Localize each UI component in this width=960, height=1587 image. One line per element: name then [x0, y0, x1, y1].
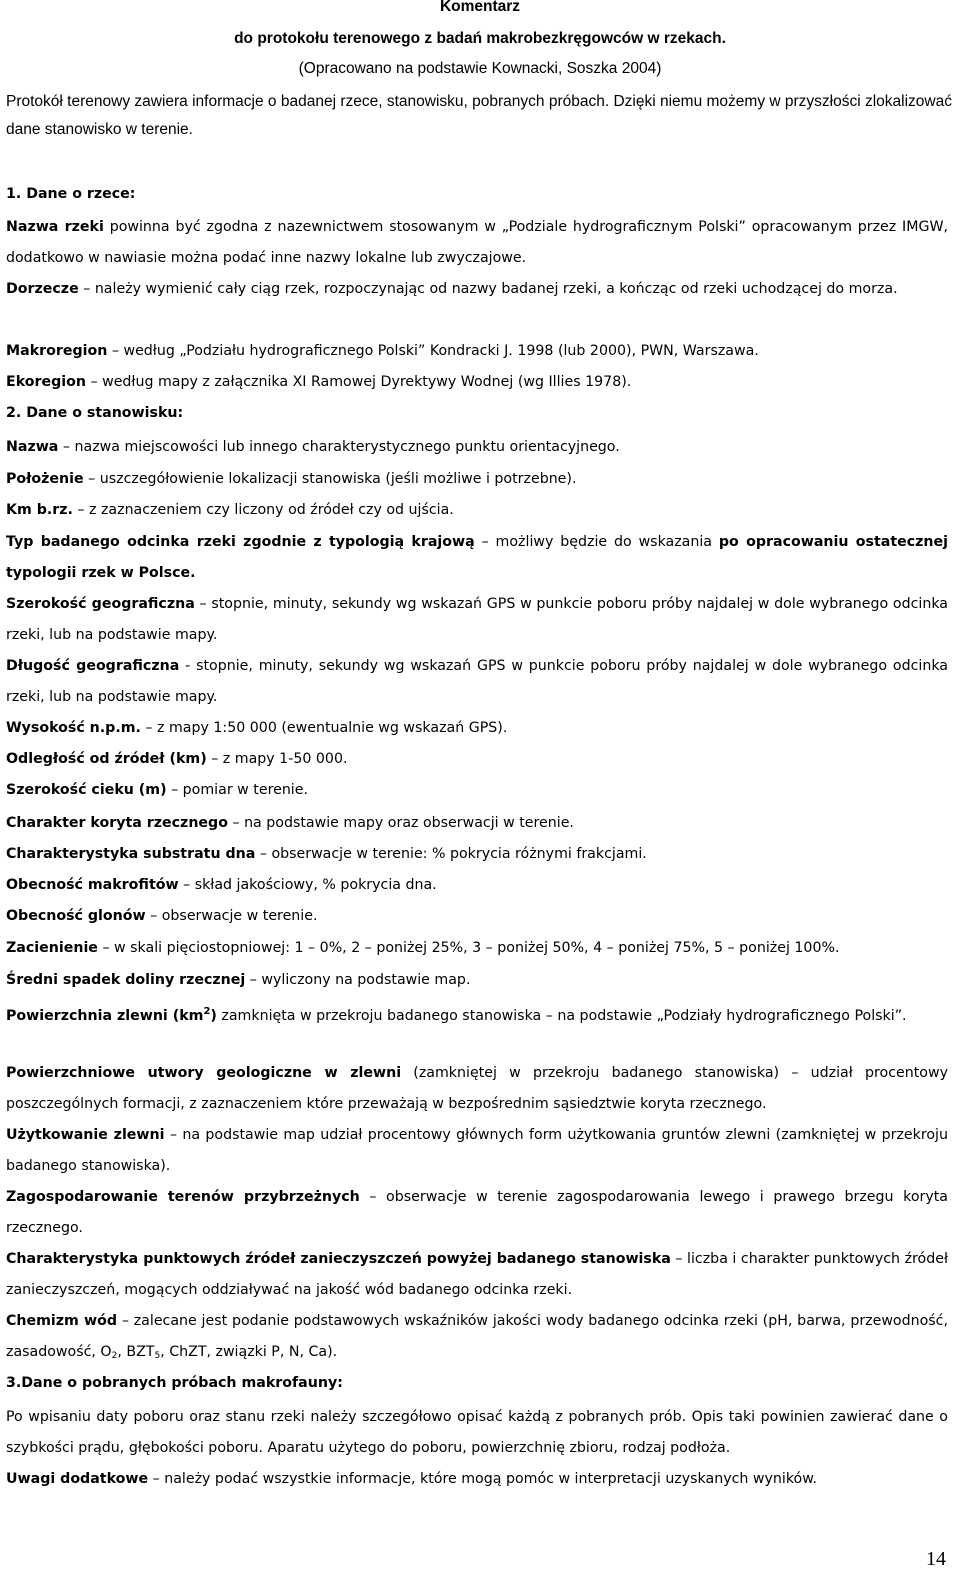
entry-text: – stopnie, minuty, sekundy wg wskazań GPS w punkcie poboru próby najdalej w dole wybranego odcinka rzeki, lub na podstawie mapy. [6, 596, 948, 643]
entry-glony [6, 901, 948, 932]
entry-zagospodarowanie [6, 1182, 948, 1244]
entry-term: Chemizm wód [6, 1313, 118, 1329]
subscript: 5 [154, 1351, 161, 1361]
entry-text: – należy wymienić cały ciąg rzek, rozpoczynając od nazwy badanej rzeki, a kończąc od rzeki uchodzącej do morza. [78, 281, 898, 297]
entry-szerokosc-cieku [6, 775, 948, 806]
entry-text: zamknięta w przekroju badanego stanowiska – na podstawie „Podziały hydrograficznego Polski”. [216, 1008, 907, 1024]
entry-text: – obserwacje w terenie. [145, 908, 318, 924]
entry-text: – z zaznaczeniem czy liczony od źródeł czy od ujścia. [72, 502, 454, 518]
entry-term: Charakter koryta rzecznego [6, 815, 228, 831]
entry-term: Wysokość n.p.m. [6, 720, 141, 736]
entry-term-secondary: po opracowaniu ostatecznej typologii rzek w Polsce. [6, 534, 948, 581]
entry-zrodla-zanieczyszczen [6, 1244, 948, 1306]
section-heading-samples: 3.Dane o pobranych próbach makrofauny: [6, 1375, 343, 1391]
entry-dorzecze [6, 274, 948, 305]
entry-term: Nazwa [6, 439, 59, 455]
entry-term: Położenie [6, 471, 84, 487]
entry-szerokosc-geograficzna [6, 589, 948, 651]
entry-term: Obecność makrofitów [6, 877, 179, 893]
entry-text: – wyliczony na podstawie map. [245, 972, 471, 988]
entry-text: – obserwacje w terenie: % pokrycia różnymi frakcjami. [255, 846, 647, 862]
entry-term: Dorzecze [6, 281, 79, 297]
entry-text: – skład jakościowy, % pokrycia dna. [178, 877, 437, 893]
entry-text: powinna być zgodna z nazewnictwem stosowanym w „Podziale hydrograficznym Polski” opracowanym przez IMGW, dodatkowo w nawiasie można podać inne nazwy lokalne lub zwyczajowe. [6, 219, 949, 266]
entry-text: – nazwa miejscowości lub innego charakterystycznego punktu orientacyjnego. [58, 439, 620, 455]
entry-term: Nazwa rzeki [6, 219, 104, 235]
entry-term: Typ badanego odcinka rzeki zgodnie z typologią krajową [6, 534, 475, 550]
superscript: 2 [203, 1006, 211, 1017]
entry-term: Szerokość cieku (m) [6, 782, 167, 798]
entry-uzytkowanie-zlewni [6, 1120, 948, 1182]
entry-term-part: Powierzchnia zlewni (km [6, 1008, 204, 1024]
entry-term: Użytkowanie zlewni [6, 1127, 165, 1143]
entry-term: Szerokość geograficzna [6, 596, 195, 612]
entry-term-close: ) [210, 1008, 217, 1024]
section-heading-site: 2. Dane o stanowisku: [6, 405, 184, 421]
entry-chemizm [6, 1306, 948, 1372]
entry-powierzchnia-zlewni [6, 996, 948, 1032]
entry-term: Obecność glonów [6, 908, 146, 924]
entry-zacienienie [6, 933, 948, 964]
entry-text: – należy podać wszystkie informacje, które mogą pomóc w interpretacji uzyskanych wyników. [148, 1471, 818, 1487]
entry-text: – uszczegółowienie lokalizacji stanowiska (jeśli możliwe i potrzebne). [83, 471, 577, 487]
entry-ekoregion [6, 367, 948, 398]
entry-text: – według mapy z załącznika XI Ramowej Dyrektywy Wodnej (wg Illies 1978). [85, 374, 632, 390]
entry-text: – możliwy będzie do wskazania [474, 534, 719, 550]
entry-makroregion [6, 336, 948, 367]
entry-term: Zagospodarowanie terenów przybrzeżnych [6, 1189, 360, 1205]
entry-uwagi [6, 1464, 948, 1495]
source-note: (Opracowano na podstawie Kownacki, Soszka 2004) [298, 60, 662, 77]
entry-term: Km b.rz. [6, 502, 73, 518]
entry-text: – w skali pięciostopniowej: 1 – 0%, 2 – poniżej 25%, 3 – poniżej 50%, 4 – poniżej 75%, 5 – poniżej 100%. [97, 940, 840, 956]
entry-term: Charakterystyka punktowych źródeł zanieczyszczeń powyżej badanego stanowiska [6, 1251, 671, 1267]
document-title: Komentarz [439, 0, 521, 15]
entry-nazwa [6, 432, 948, 463]
entry-text: – z mapy 1:50 000 (ewentualnie wg wskazań GPS). [140, 720, 508, 736]
entry-charakter-koryta [6, 808, 948, 839]
entry-text: – obserwacje w terenie zagospodarowania lewego i prawego brzegu koryta rzecznego. [6, 1189, 948, 1236]
entry-text: , ChZT, związki P, N, Ca). [160, 1344, 338, 1360]
entry-text: – według „Podziału hydrograficznego Polski” Kondracki J. 1998 (lub 2000), PWN, Warszawa. [107, 343, 759, 359]
entry-makrofity [6, 870, 948, 901]
entry-term: Średni spadek doliny rzecznej [6, 972, 246, 988]
intro-paragraph: Protokół terenowy zawiera informacje o badanej rzece, stanowisku, pobranych próbach. Dzięki niemu możemy w przyszłości zlokalizować dane stanowisko w terenie. [6, 93, 952, 138]
entry-term [6, 1008, 217, 1024]
entry-term: Ekoregion [6, 374, 86, 390]
entry-term: Charakterystyka substratu dna [6, 846, 256, 862]
entry-term: Powierzchniowe utwory geologiczne w zlewni [6, 1065, 402, 1081]
entry-text: – na podstawie mapy oraz obserwacji w terenie. [227, 815, 574, 831]
entry-utwory-geologiczne [6, 1058, 948, 1120]
entry-probki [6, 1402, 948, 1464]
entry-text: Po wpisaniu daty poboru oraz stanu rzeki należy szczegółowo opisać każdą z pobranych prób. Opis taki powinien zawierać dane o szybkości prądu, głębokości poboru. Aparatu użytego do poboru, powierzchnię zbioru, rodzaj podłoża. [6, 1409, 948, 1456]
entry-text: – na podstawie map udział procentowy głównych form użytkowania gruntów zlewni (zamkniętej w przekroju badanego stanowiska). [6, 1127, 948, 1174]
entry-spadek [6, 965, 948, 996]
entry-term: Długość geograficzna [6, 658, 180, 674]
entry-text: - stopnie, minuty, sekundy wg wskazań GPS w punkcie poboru próby najdalej w dole wybranego odcinka rzeki, lub na podstawie mapy. [6, 658, 949, 705]
entry-term: Uwagi dodatkowe [6, 1471, 149, 1487]
entry-wysokosc [6, 713, 948, 744]
entry-km [6, 495, 948, 526]
entry-text: – z mapy 1-50 000. [206, 751, 348, 767]
entry-term: Zacienienie [6, 940, 98, 956]
entry-text: – liczba i charakter punktowych źródeł zanieczyszczeń, mogących oddziaływać na jakość wód badanego odcinka rzeki. [6, 1251, 949, 1298]
document-subtitle: do protokołu terenowego z badań makrobezkręgowców w rzekach. [234, 30, 726, 47]
entry-polozenie [6, 464, 948, 495]
page-number: 14 [926, 1548, 946, 1570]
entry-substrat [6, 839, 948, 870]
entry-term: Odległość od źródeł (km) [6, 751, 207, 767]
entry-text: (zamkniętej w przekroju badanego stanowiska) – udział procentowy poszczególnych formacji, z zaznaczeniem które przeważają w bezpośrednim sąsiedztwie koryta rzecznego. [6, 1065, 948, 1112]
entry-term: Makroregion [6, 343, 108, 359]
entry-dlugosc-geograficzna [6, 651, 948, 713]
entry-text: – zalecane jest podanie podstawowych wskaźników jakości wody badanego odcinka rzeki (pH, barwa, przewodność, zasadowość, O [6, 1313, 948, 1360]
entry-text: – pomiar w terenie. [166, 782, 308, 798]
subscript: 2 [111, 1351, 118, 1361]
entry-odleglosc [6, 744, 948, 775]
entry-nazwa-rzeki [6, 212, 948, 274]
entry-typ [6, 527, 948, 589]
section-heading-river: 1. Dane o rzece: [6, 186, 136, 202]
entry-text: , BZT [117, 1344, 155, 1360]
